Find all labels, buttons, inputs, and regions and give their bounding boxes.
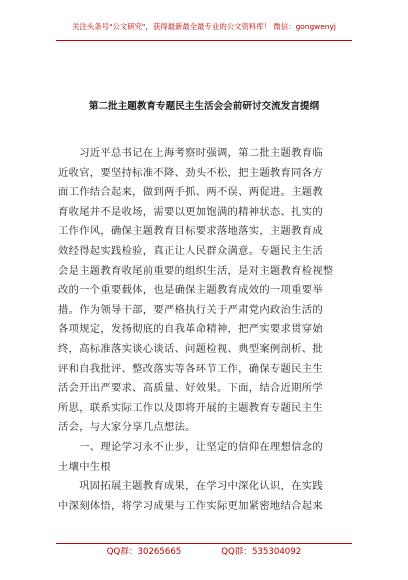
body-line: 所思，联系实际工作以及即将开展的主题教育专题民主生 bbox=[58, 401, 323, 414]
section-heading-line: 土壤中生根 bbox=[58, 460, 111, 473]
footer-qq-group-2: QQ群：535304092 bbox=[221, 547, 302, 557]
body-line: 习近平总书记在上海考察时强调，第二批主题教育临 bbox=[58, 147, 323, 159]
footer-divider bbox=[56, 543, 352, 544]
body-line: 各项规定，发扬彻底的自我革命精神，把严实要求贯穿始 bbox=[58, 323, 323, 336]
document-body bbox=[58, 144, 350, 516]
body-line: 评和自我批评、整改落实等各环节工作，确保专题民主生 bbox=[58, 362, 323, 375]
body-line: 近收官，要坚持标准不降、劲头不松，把主题教育同各方 bbox=[58, 166, 323, 179]
document-title: 第二批主题教育专题民主生活会会前研讨交流发言提纲 bbox=[88, 101, 320, 112]
body-line: 活会，与大家分享几点想法。 bbox=[58, 421, 196, 434]
body-line: 面工作结合起来，做到两手抓、两不误、两促进。主题教 bbox=[58, 186, 323, 199]
section-heading-line: 一、理论学习永不止步，让坚定的信仰在理想信念的 bbox=[58, 440, 323, 453]
body-line: 巩固拓展主题教育成果，在学习中深化认识，在实践 bbox=[58, 480, 323, 493]
body-line: 中深刻体悟，将学习成果与工作实际更加紧密地结合起来 bbox=[58, 499, 323, 512]
header-divider bbox=[56, 40, 352, 41]
body-line: 育收尾并不是收场，需要以更加饱满的精神状态、扎实的 bbox=[58, 205, 323, 218]
body-line: 工作作风，确保主题教育目标要求落地落实，主题教育成 bbox=[58, 225, 323, 238]
body-line: 活会开出严要求、高质量、好效果。下面，结合近期所学 bbox=[58, 382, 323, 395]
body-line: 改的一个重要载体，也是确保主题教育成效的一项重要举 bbox=[58, 284, 323, 297]
header-notice: 关注头条号"公文研究"，获得最新最全最专业的公文资料库！ 微信：gongwenyj bbox=[72, 22, 336, 31]
body-line: 效经得起实践检验，真正让人民群众满意。专题民主生活 bbox=[58, 244, 323, 257]
footer-contacts bbox=[56, 545, 352, 557]
footer-qq-group-1: QQ群：30265665 bbox=[106, 547, 182, 557]
body-line: 会是主题教育收尾前重要的组织生活，是对主题教育检视整 bbox=[58, 264, 334, 277]
body-line: 终，高标准落实谈心谈话、问题检视、典型案例剖析、批 bbox=[58, 342, 323, 355]
body-line: 措。作为领导干部，要严格执行关于严肃党内政治生活的 bbox=[58, 303, 323, 316]
